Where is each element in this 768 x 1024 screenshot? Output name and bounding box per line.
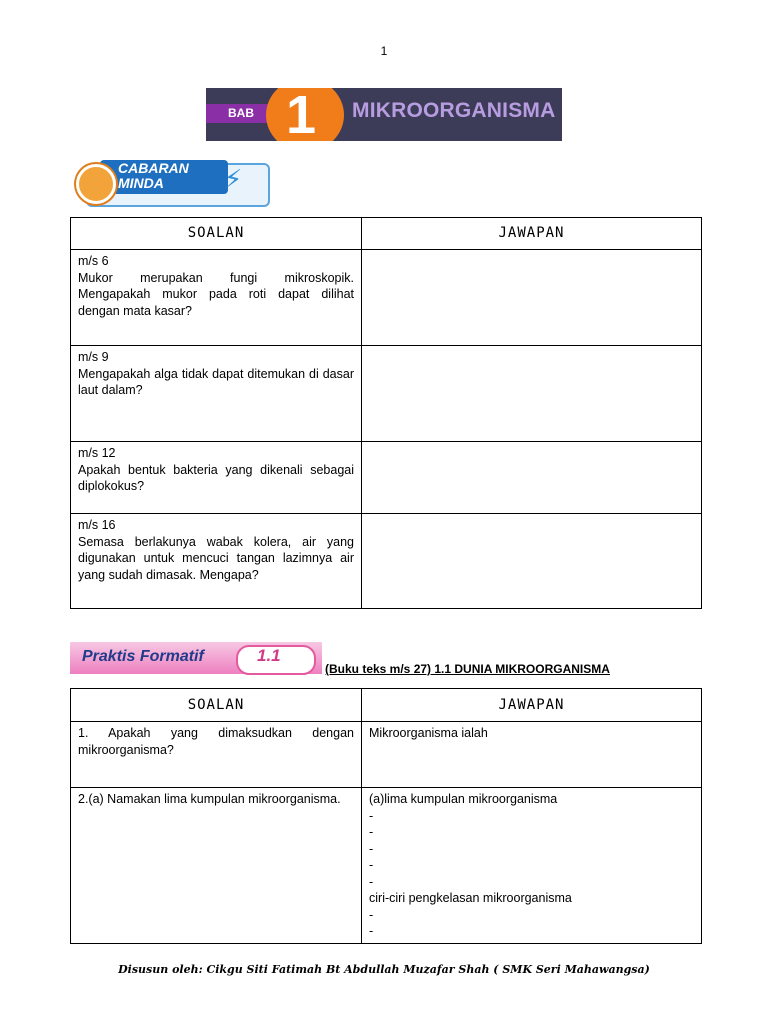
answer-cell[interactable] (362, 514, 702, 609)
table-row (71, 788, 702, 944)
chapter-title: MIKROORGANISMA (352, 99, 556, 122)
cabaran-minda-table (70, 217, 702, 609)
table-row (71, 722, 702, 788)
footer-credit: Disusun oleh: Cikgu Siti Fatimah Bt Abdullah Muzafar Shah ( SMK Seri Mahawangsa) (118, 963, 650, 976)
section-subtitle: (Buku teks m/s 27) 1.1 DUNIA MIKROORGANISMA (325, 662, 610, 676)
header-soalan: SOALAN (71, 218, 362, 250)
question-cell: m/s 16 Semasa berlakunya wabak kolera, air yang digunakan untuk mencuci tangan lazimnya air yang sudah dimasak. Mengapa? (71, 514, 362, 609)
praktis-formatif-table (70, 688, 702, 944)
question-cell: m/s 6 Mukor merupakan fungi mikroskopik. Mengapakah mukor pada roti dapat dilihat dengan mata kasar? (71, 250, 362, 346)
cabaran-label: CABARAN MINDA (118, 160, 189, 191)
answer-line: - (369, 808, 374, 823)
header-soalan: SOALAN (71, 689, 362, 722)
question-cell: m/s 9 Mengapakah alga tidak dapat ditemukan di dasar laut dalam? (71, 346, 362, 442)
table-row (71, 346, 702, 442)
answer-cell[interactable] (362, 788, 702, 944)
answer-cell[interactable]: Mikroorganisma ialah (362, 722, 702, 788)
answer-cell[interactable] (362, 346, 702, 442)
header-jawapan: JAWAPAN (362, 689, 702, 722)
cabaran-minda-badge (74, 160, 267, 205)
table-row (71, 514, 702, 609)
question-cell: 1. Apakah yang dimaksudkan dengan mikroorganisma? (71, 722, 362, 788)
lightbulb-icon (76, 164, 116, 204)
praktis-formatif-badge (70, 642, 322, 674)
chapter-number: 1 (286, 88, 317, 141)
table-row (71, 250, 702, 346)
header-jawapan: JAWAPAN (362, 218, 702, 250)
praktis-number: 1.1 (257, 646, 281, 665)
answer-cell[interactable] (362, 442, 702, 514)
answer-line: - (369, 924, 374, 938)
chapter-banner (206, 88, 562, 141)
answer-line: ciri-ciri pengkelasan mikroorganisma (369, 891, 572, 905)
praktis-label: Praktis Formatif (82, 648, 204, 665)
answer-line: - (369, 907, 374, 922)
lightning-icon: ⚡ (224, 164, 243, 194)
page-number: 1 (380, 44, 388, 58)
answer-line: - (369, 841, 374, 856)
answer-line: - (369, 874, 374, 889)
table-row (71, 442, 702, 514)
answer-line: - (369, 825, 374, 839)
question-cell: m/s 12 Apakah bentuk bakteria yang dikenali sebagai diplokokus? (71, 442, 362, 514)
answer-cell[interactable] (362, 250, 702, 346)
answer-line: - (369, 858, 374, 872)
chapter-prefix: BAB (228, 106, 254, 120)
question-cell: 2.(a) Namakan lima kumpulan mikroorganisma. (71, 788, 362, 944)
answer-line: (a)lima kumpulan mikroorganisma (369, 792, 558, 806)
